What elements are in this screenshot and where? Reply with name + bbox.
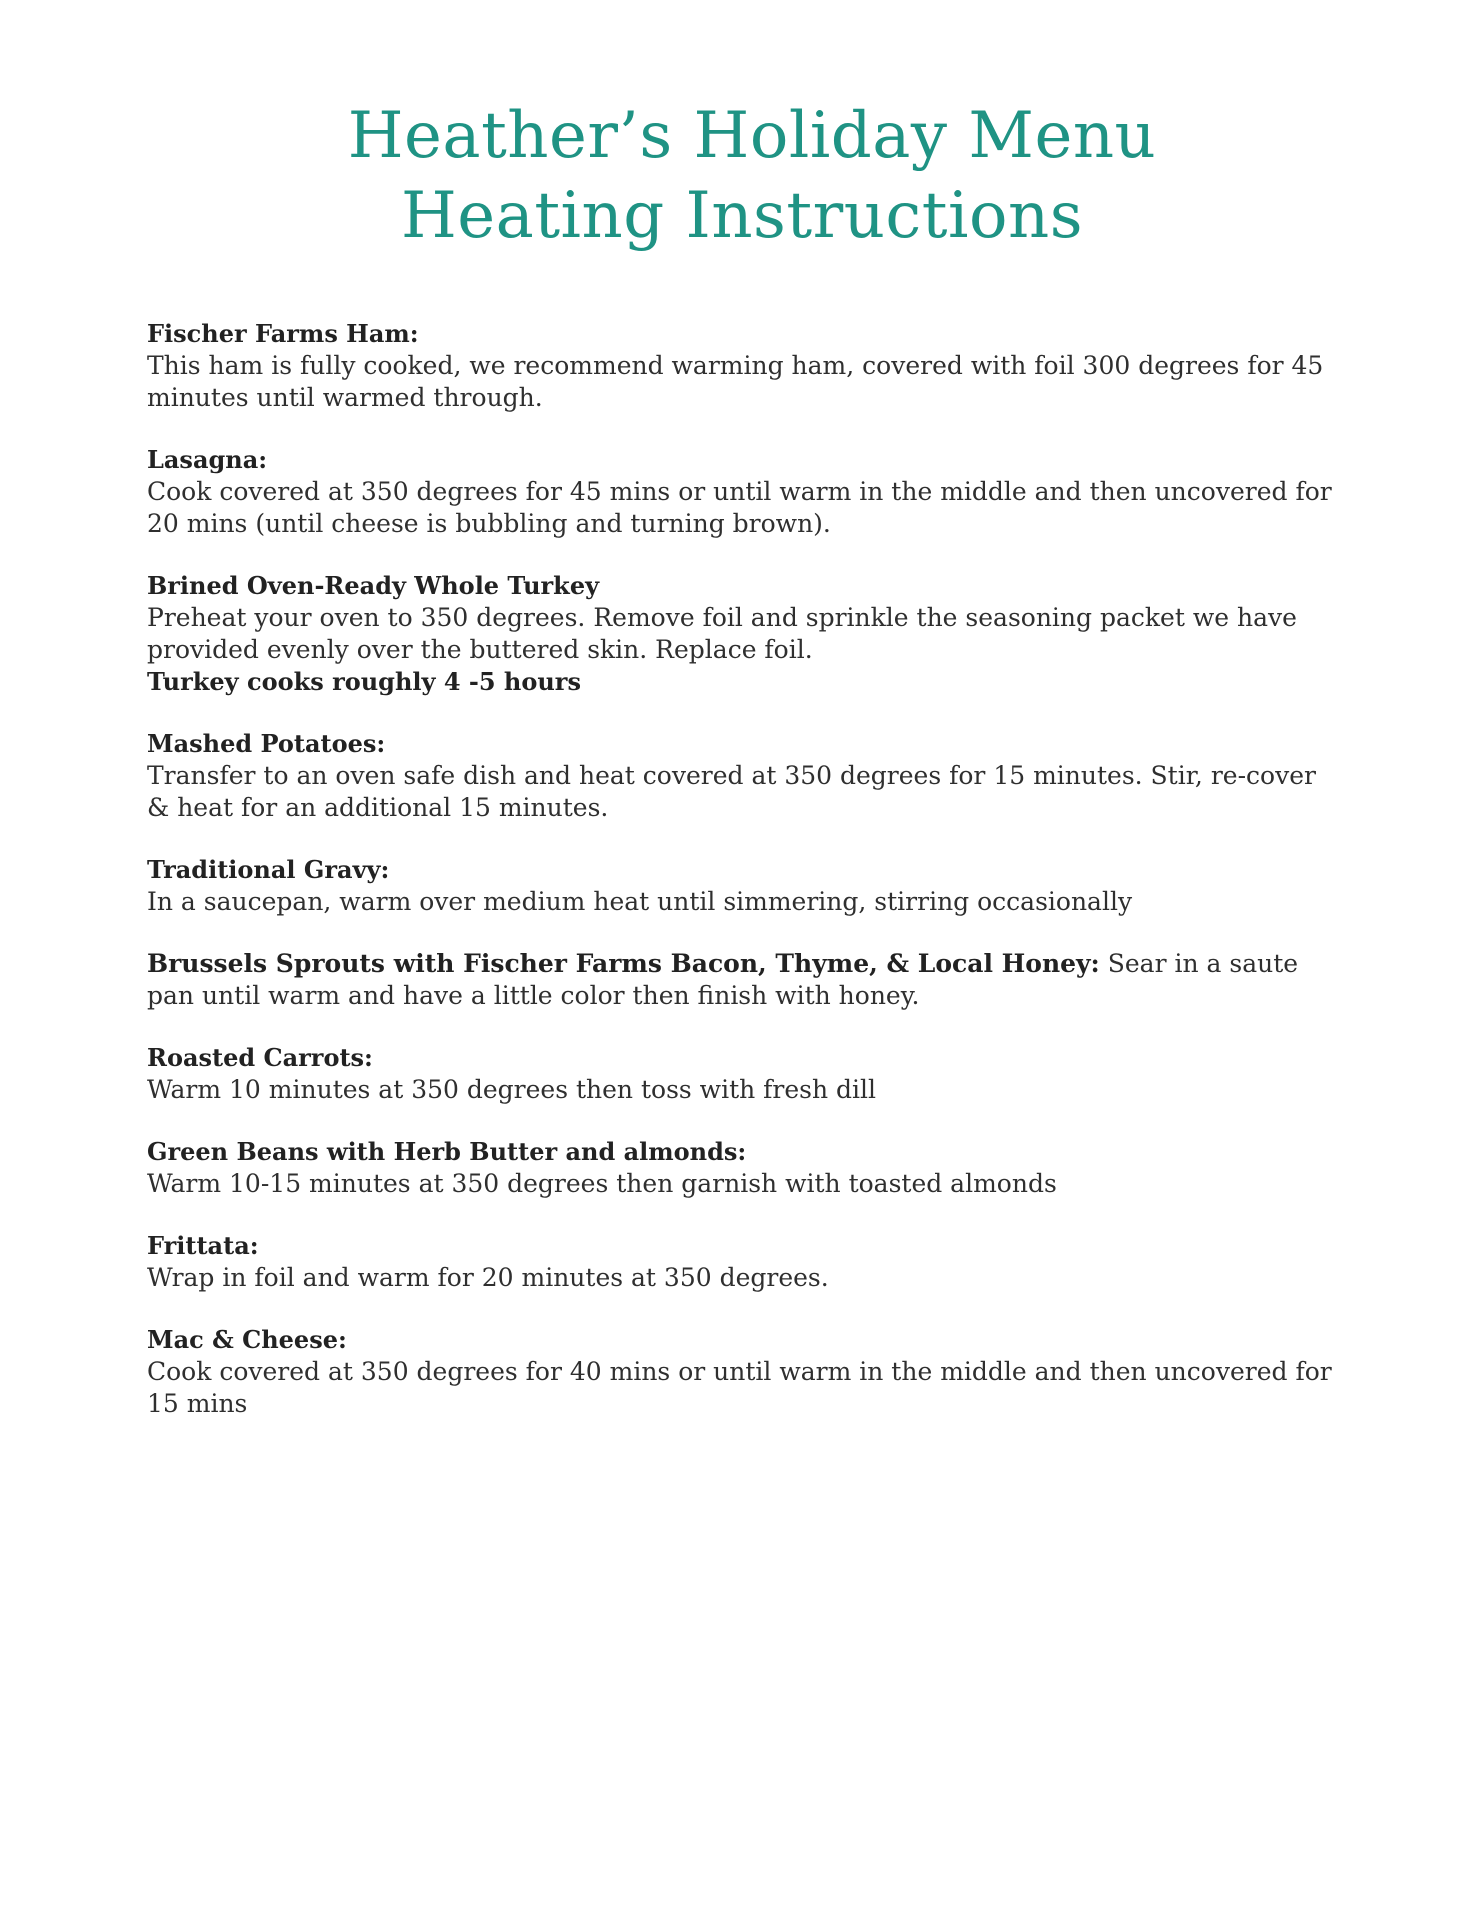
section-heading: Mashed Potatoes: — [147, 729, 386, 758]
section-body: Warm 10-15 minutes at 350 degrees then garnish with toasted almonds — [147, 1169, 1057, 1198]
section-lasagna — [147, 444, 1337, 540]
section-heading: Roasted Carrots: — [147, 1043, 373, 1072]
section-heading: Traditional Gravy: — [147, 855, 390, 884]
section-ham — [147, 318, 1337, 414]
section-heading: Brussels Sprouts with Fischer Farms Bacon, Thyme, & Local Honey: — [147, 949, 1100, 978]
section-body: Transfer to an oven safe dish and heat covered at 350 degrees for 15 minutes. Stir, re-cover & heat for an additional 15 minutes. — [147, 761, 1316, 822]
section-mac-and-cheese — [147, 1324, 1337, 1420]
section-heading: Green Beans with Herb Butter and almonds: — [147, 1137, 747, 1166]
section-body: Cook covered at 350 degrees for 45 mins or until warm in the middle and then uncovered for 20 mins (until cheese is bubbling and turning brown). — [147, 477, 1332, 538]
section-body: Sear in a saute pan until warm and have a little color then finish with honey. — [147, 949, 1299, 1010]
page-subtitle: Heating Instructions — [400, 179, 1084, 253]
section-heading: Brined Oven-Ready Whole Turkey — [147, 571, 600, 600]
section-body: Wrap in foil and warm for 20 minutes at 350 degrees. — [147, 1263, 829, 1292]
section-frittata — [147, 1230, 1337, 1294]
section-green-beans — [147, 1136, 1337, 1200]
section-body: In a saucepan, warm over medium heat until simmering, stirring occasionally — [147, 887, 1133, 916]
section-heading: Lasagna: — [147, 445, 268, 474]
section-mashed-potatoes — [147, 728, 1337, 824]
page-title: Heather’s Holiday Menu — [347, 99, 1157, 173]
section-turkey — [147, 570, 1337, 698]
section-heading: Fischer Farms Ham: — [147, 319, 419, 348]
section-gravy — [147, 854, 1337, 918]
section-roasted-carrots — [147, 1042, 1337, 1106]
section-brussels-sprouts — [147, 948, 1337, 1012]
section-heading: Frittata: — [147, 1231, 259, 1260]
section-body: Preheat your oven to 350 degrees. Remove foil and sprinkle the seasoning packet we have provided evenly over the buttered skin. Replace foil. — [147, 603, 1297, 664]
instructions-list — [147, 318, 1337, 1450]
turkey-cook-time-note: Turkey cooks roughly 4 -5 hours — [147, 667, 581, 696]
section-body: Warm 10 minutes at 350 degrees then toss with fresh dill — [147, 1075, 877, 1104]
section-inline-paragraph — [147, 948, 1337, 1012]
section-body: Cook covered at 350 degrees for 40 mins or until warm in the middle and then uncovered for 15 mins — [147, 1357, 1332, 1418]
section-heading: Mac & Cheese: — [147, 1325, 347, 1354]
section-body: This ham is fully cooked, we recommend warming ham, covered with foil 300 degrees for 45 minutes until warmed through. — [147, 351, 1324, 412]
